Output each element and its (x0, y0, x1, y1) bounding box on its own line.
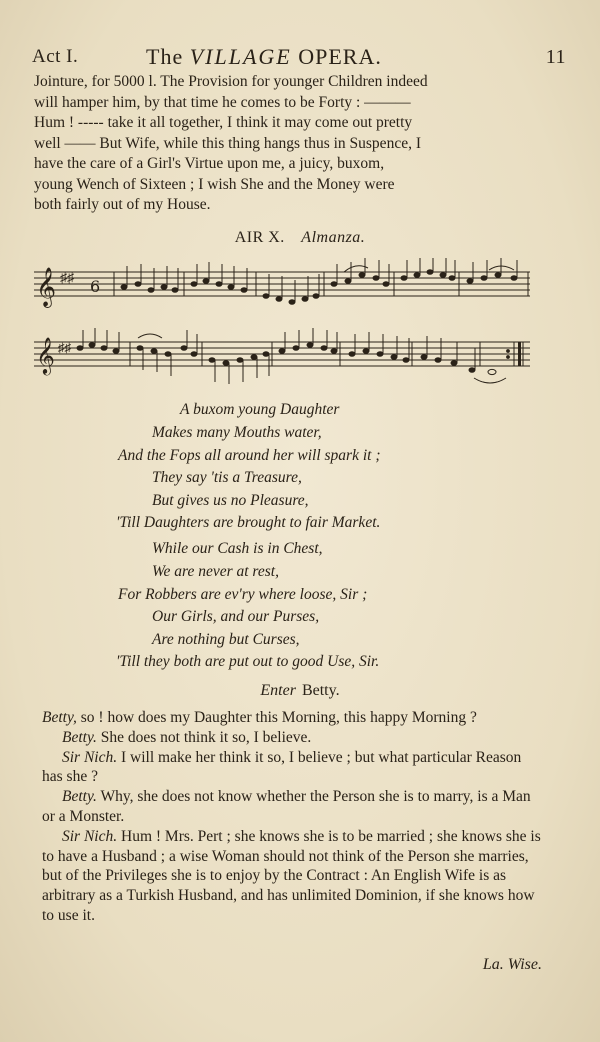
dialogue-line (42, 728, 542, 748)
stage-direction-character: Betty. (301, 682, 340, 699)
verse-line: 'Till they both are put out to good Use, Sir. (116, 653, 380, 670)
svg-text:𝄞: 𝄞 (36, 267, 57, 307)
dialogue-line (42, 827, 542, 926)
air-tune-name: Almanza. (301, 229, 366, 246)
air-number: AIR X. (234, 229, 285, 246)
dialogue-line (42, 748, 542, 788)
air-heading (0, 229, 600, 247)
page-number: 11 (545, 46, 566, 68)
dialogue-line (42, 708, 542, 728)
dialogue-line (42, 787, 542, 827)
svg-text:♯♯: ♯♯ (60, 271, 74, 286)
prose-line: Jointure, for 5000 l. The Provision for younger Children indeed (34, 73, 428, 90)
verse-line: A buxom young Daughter (180, 401, 340, 418)
act-label: Act I. (32, 46, 79, 67)
speech-text: She does not think it so, I believe. (96, 728, 312, 746)
verse-line: But gives us no Pleasure, (152, 492, 309, 509)
verse-line: While our Cash is in Chest, (152, 540, 323, 557)
prose-line: have the care of a Girl's Virtue upon me, a juicy, buxom, (34, 155, 385, 172)
prose-line: young Wench of Sixteen ; I wish She and the Money were (34, 175, 395, 193)
title-opera: OPERA. (298, 44, 382, 69)
verse-line: And the Fops all around her will spark it ; (118, 447, 381, 464)
play-title (146, 44, 382, 70)
catchword: La. Wise. (482, 956, 542, 973)
verse-line: 'Till Daughters are brought to fair Market. (116, 514, 381, 531)
title-village: VILLAGE (189, 44, 292, 69)
speaker-name: Sir Nich. (62, 827, 118, 845)
speech-text: so ! how does my Daughter this Morning, this happy Morning ? (76, 709, 477, 726)
svg-text:𝄞: 𝄞 (36, 336, 55, 374)
music-staff-1 (34, 258, 532, 318)
prose-line: both fairly out of my House. (34, 196, 211, 213)
verse-line: For Robbers are ev'ry where loose, Sir ; (118, 586, 368, 603)
stage-direction-enter: Enter (260, 682, 296, 699)
verse-line: We are never at rest, (152, 563, 279, 580)
verse-line: Our Girls, and our Purses, (152, 608, 320, 625)
prose-paragraph (34, 72, 540, 216)
speech-text: Hum ! Mrs. Pert ; she knows she is to be married ; she knows she is to have a Husband ; a wise Woman should not think of the Person she marries, but of the Privileges she is to enjoy by the Contract : An English Wife is as arbitrary as a Turkish Husband, and has unlimited Dominion, if she knows how to use it. (42, 827, 541, 924)
running-header (30, 42, 572, 72)
title-the: The (146, 44, 184, 69)
speech-text: I will make her think it so, I believe ; but what particular Reason has she ? (42, 748, 522, 786)
svg-text:6: 6 (90, 277, 101, 296)
speaker-name: Betty, (42, 709, 77, 726)
speech-text: Why, she does not know whether the Person she is to marry, is a Man or a Monster. (42, 788, 531, 825)
dialogue-block (42, 708, 542, 926)
music-staff-2 (34, 326, 532, 394)
speaker-name: Betty. (62, 788, 97, 806)
speaker-name: Betty. (62, 728, 97, 746)
prose-line: Hum ! ----- take it all together, I think it may come out pretty (34, 114, 413, 131)
prose-line: will hamper him, by that time he comes to be Forty : ——— (34, 93, 411, 111)
verse-line: Are nothing but Curses, (152, 631, 300, 648)
svg-text:♯♯: ♯♯ (58, 340, 71, 355)
stage-direction (0, 682, 600, 700)
prose-line: well —— But Wife, while this thing hangs thus in Suspence, I (34, 134, 421, 152)
verse-line: Makes many Mouths water, (152, 424, 322, 441)
speaker-name: Sir Nich. (62, 748, 118, 766)
verse-line: They say 'tis a Treasure, (152, 469, 302, 486)
